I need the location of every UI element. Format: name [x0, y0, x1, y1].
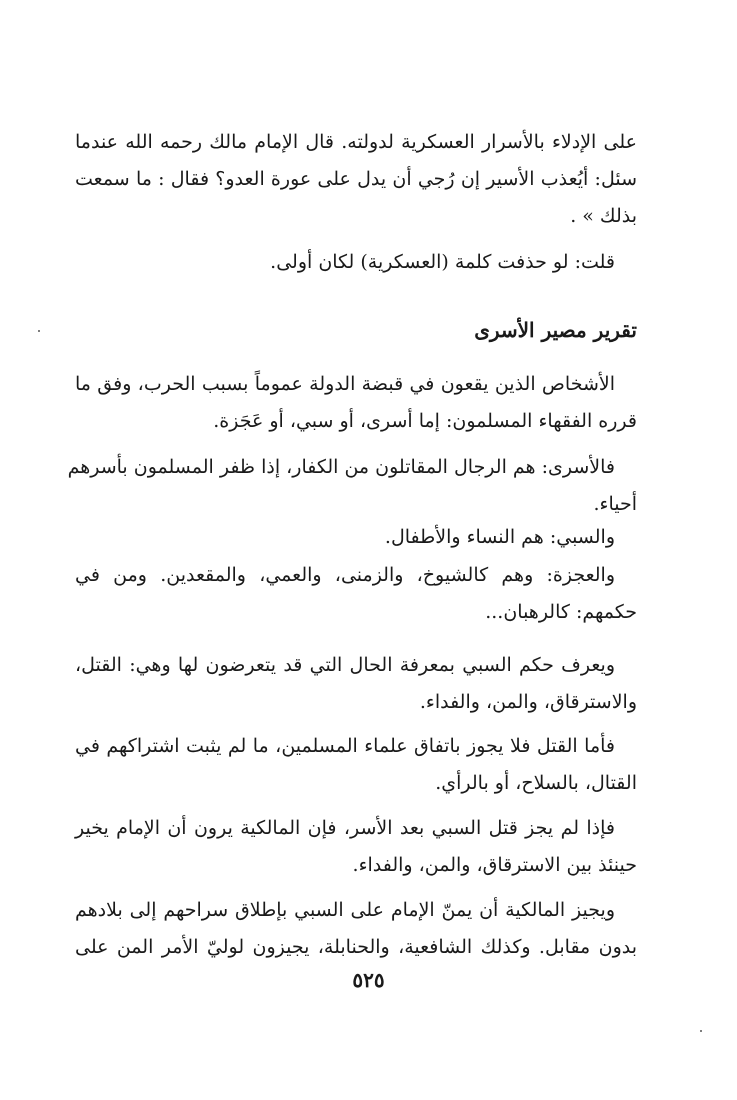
intro-line-3: بذلك » .: [570, 205, 637, 227]
paragraph-7-line-2: حينئذ بين الاسترقاق، والمن، والفداء.: [352, 854, 637, 876]
scan-speck: [38, 330, 40, 332]
paragraph-4-line-1: والعجزة: وهم كالشيوخ، والزمنى، والعمي، والمقعدين. ومن في: [75, 564, 615, 586]
intro-paragraph: [75, 124, 637, 235]
paragraph-8-line-1: ويجيز المالكية أن يمنّ الإمام على السبي بإطلاق سراحهم إلى بلادهم: [75, 899, 615, 921]
paragraph-3-line-1: والسبي: هم النساء والأطفال.: [384, 526, 615, 548]
paragraph-5-line-1: ويعرف حكم السبي بمعرفة الحال التي قد يتعرضون لها وهي: القتل،: [75, 654, 615, 676]
paragraph-5-line-2: والاسترقاق، والمن، والفداء.: [419, 691, 637, 713]
paragraph-1-line-1: الأشخاص الذين يقعون في قبضة الدولة عموماً بسبب الحرب، وفق ما: [75, 373, 615, 395]
paragraph-6: [75, 728, 637, 802]
note-paragraph: [75, 244, 637, 281]
note-line: قلت: لو حذفت كلمة (العسكرية) لكان أولى.: [270, 251, 615, 273]
paragraph-8: [75, 892, 637, 966]
paragraph-1-line-2: قرره الفقهاء المسلمون: إما أسرى، أو سبي، أو عَجَزة.: [213, 410, 637, 432]
paragraph-7-line-1: فإذا لم يجز قتل السبي بعد الأسر، فإن المالكية يرون أن الإمام يخير: [75, 817, 615, 839]
paragraph-1: [75, 366, 637, 440]
paragraph-2-line-1: فالأسرى: هم الرجال المقاتلون من الكفار، إذا ظفر المسلمون بأسرهم: [67, 456, 615, 478]
scan-speck: [700, 1030, 702, 1032]
paragraph-5: [75, 647, 637, 721]
paragraph-6-line-1: فأما القتل فلا يجوز باتفاق علماء المسلمين، ما لم يثبت اشتراكهم في: [75, 735, 615, 757]
intro-line-2: سئل: أيُعذب الأسير إن رُجي أن يدل على عورة العدو؟ فقال : ما سمعت: [75, 168, 637, 190]
section-heading: تقرير مصير الأسرى: [474, 318, 637, 342]
paragraph-4-line-2: حكمهم: كالرهبان...: [485, 601, 637, 623]
page-number: ٥٢٥: [352, 968, 385, 992]
paragraph-4: [75, 557, 637, 631]
paragraph-2: [67, 449, 637, 523]
paragraph-6-line-2: القتال، بالسلاح، أو بالرأي.: [435, 772, 637, 794]
paragraph-7: [75, 810, 637, 884]
paragraph-2-line-2: أحياء.: [593, 493, 637, 515]
intro-line-1: على الإدلاء بالأسرار العسكرية لدولته. قال الإمام مالك رحمه الله عندما: [75, 131, 637, 153]
paragraph-8-line-2: بدون مقابل. وكذلك الشافعية، والحنابلة، يجيزون لوليّ الأمر المن على: [75, 936, 637, 958]
paragraph-3: [75, 519, 637, 556]
